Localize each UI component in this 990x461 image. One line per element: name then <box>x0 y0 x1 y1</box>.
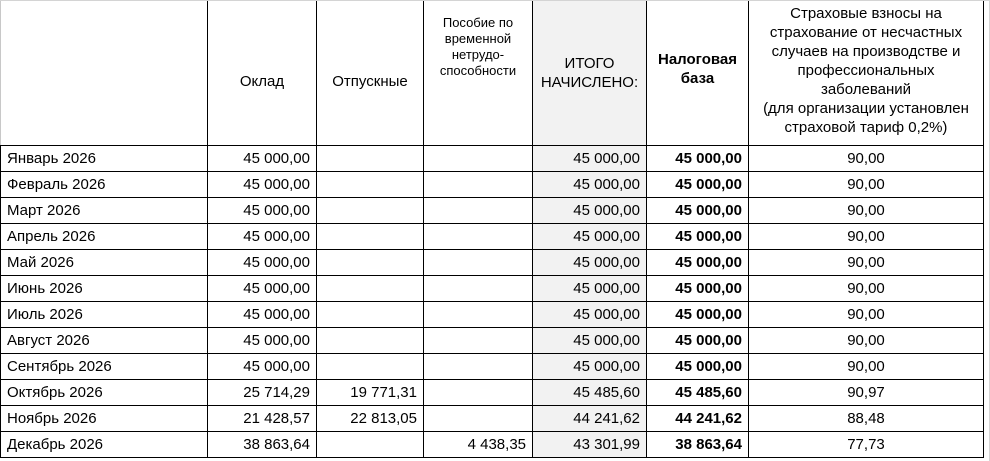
cell-sick-leave[interactable] <box>424 172 533 198</box>
cell-tax-base[interactable]: 45 000,00 <box>647 250 749 276</box>
cell-total[interactable]: 45 000,00 <box>533 302 647 328</box>
cell-tax-base[interactable]: 45 000,00 <box>647 302 749 328</box>
cell-insurance[interactable]: 90,00 <box>749 328 984 354</box>
cell-sick-leave[interactable] <box>424 406 533 432</box>
header-sick-leave[interactable]: Пособие по временной нетрудо-способности <box>424 1 533 146</box>
cell-insurance[interactable]: 77,73 <box>749 432 984 458</box>
cell-vacation[interactable] <box>317 146 424 172</box>
cell-salary[interactable]: 45 000,00 <box>208 146 317 172</box>
header-insurance[interactable] <box>749 1 984 146</box>
cell-sick-leave[interactable] <box>424 276 533 302</box>
cell-vacation[interactable] <box>317 198 424 224</box>
table-row <box>1 198 984 224</box>
cell-month[interactable]: Декабрь 2026 <box>1 432 208 458</box>
cell-insurance[interactable]: 90,00 <box>749 172 984 198</box>
cell-tax-base[interactable]: 45 000,00 <box>647 354 749 380</box>
cell-vacation[interactable]: 22 813,05 <box>317 406 424 432</box>
cell-salary[interactable]: 45 000,00 <box>208 224 317 250</box>
table-row <box>1 302 984 328</box>
header-tax-base[interactable]: Налоговая база <box>647 1 749 146</box>
cell-vacation[interactable] <box>317 224 424 250</box>
header-insurance-note: (для организации установлен страховой тариф 0,2%) <box>763 100 969 136</box>
cell-insurance[interactable]: 90,00 <box>749 250 984 276</box>
cell-insurance[interactable]: 90,00 <box>749 302 984 328</box>
table-row <box>1 250 984 276</box>
header-salary[interactable]: Оклад <box>208 1 317 146</box>
cell-vacation[interactable]: 19 771,31 <box>317 380 424 406</box>
cell-total[interactable]: 45 000,00 <box>533 146 647 172</box>
cell-sick-leave[interactable] <box>424 224 533 250</box>
cell-sick-leave[interactable] <box>424 380 533 406</box>
cell-vacation[interactable] <box>317 172 424 198</box>
cell-salary[interactable]: 45 000,00 <box>208 250 317 276</box>
cell-insurance[interactable]: 90,97 <box>749 380 984 406</box>
cell-vacation[interactable] <box>317 250 424 276</box>
cell-month[interactable]: Май 2026 <box>1 250 208 276</box>
cell-month[interactable]: Октябрь 2026 <box>1 380 208 406</box>
cell-salary[interactable]: 38 863,64 <box>208 432 317 458</box>
table-row <box>1 380 984 406</box>
cell-total[interactable]: 45 000,00 <box>533 354 647 380</box>
cell-month[interactable]: Ноябрь 2026 <box>1 406 208 432</box>
table-row <box>1 432 984 458</box>
cell-sick-leave[interactable] <box>424 354 533 380</box>
cell-month[interactable]: Июнь 2026 <box>1 276 208 302</box>
cell-vacation[interactable] <box>317 276 424 302</box>
cell-tax-base[interactable]: 45 000,00 <box>647 328 749 354</box>
cell-month[interactable]: Июль 2026 <box>1 302 208 328</box>
cell-insurance[interactable]: 90,00 <box>749 198 984 224</box>
header-insurance-title: Страховые взносы на страхование от несчастных случаев на производстве и профессиональных заболеваний <box>769 5 963 98</box>
cell-insurance[interactable]: 88,48 <box>749 406 984 432</box>
table-row <box>1 328 984 354</box>
table-row <box>1 146 984 172</box>
cell-tax-base[interactable]: 45 485,60 <box>647 380 749 406</box>
cell-total[interactable]: 45 000,00 <box>533 328 647 354</box>
cell-tax-base[interactable]: 44 241,62 <box>647 406 749 432</box>
cell-tax-base[interactable]: 45 000,00 <box>647 146 749 172</box>
cell-total[interactable]: 45 000,00 <box>533 276 647 302</box>
cell-insurance[interactable]: 90,00 <box>749 276 984 302</box>
cell-salary[interactable]: 45 000,00 <box>208 354 317 380</box>
cell-vacation[interactable] <box>317 432 424 458</box>
table-row <box>1 276 984 302</box>
cell-insurance[interactable]: 90,00 <box>749 354 984 380</box>
cell-month[interactable]: Март 2026 <box>1 198 208 224</box>
cell-salary[interactable]: 45 000,00 <box>208 302 317 328</box>
cell-total[interactable]: 45 000,00 <box>533 250 647 276</box>
cell-vacation[interactable] <box>317 354 424 380</box>
cell-salary[interactable]: 45 000,00 <box>208 172 317 198</box>
table-row <box>1 172 984 198</box>
table-body <box>1 146 984 458</box>
cell-month[interactable]: Февраль 2026 <box>1 172 208 198</box>
table-row <box>1 406 984 432</box>
table-row <box>1 224 984 250</box>
cell-tax-base[interactable]: 45 000,00 <box>647 198 749 224</box>
cell-salary[interactable]: 45 000,00 <box>208 198 317 224</box>
cell-sick-leave[interactable] <box>424 250 533 276</box>
sheet-gridline-top <box>0 0 990 1</box>
header-row <box>1 1 984 146</box>
cell-insurance[interactable]: 90,00 <box>749 146 984 172</box>
header-vacation[interactable]: Отпускные <box>317 1 424 146</box>
cell-sick-leave[interactable] <box>424 146 533 172</box>
cell-sick-leave[interactable] <box>424 198 533 224</box>
cell-total[interactable]: 44 241,62 <box>533 406 647 432</box>
cell-total[interactable]: 45 485,60 <box>533 380 647 406</box>
cell-insurance[interactable]: 90,00 <box>749 224 984 250</box>
cell-salary[interactable]: 21 428,57 <box>208 406 317 432</box>
header-month[interactable] <box>1 1 208 146</box>
cell-sick-leave[interactable] <box>424 328 533 354</box>
table-row <box>1 354 984 380</box>
cell-salary[interactable]: 45 000,00 <box>208 328 317 354</box>
cell-sick-leave[interactable]: 4 438,35 <box>424 432 533 458</box>
cell-total[interactable]: 45 000,00 <box>533 172 647 198</box>
cell-tax-base[interactable]: 38 863,64 <box>647 432 749 458</box>
cell-tax-base[interactable]: 45 000,00 <box>647 172 749 198</box>
cell-salary[interactable]: 45 000,00 <box>208 276 317 302</box>
cell-salary[interactable]: 25 714,29 <box>208 380 317 406</box>
cell-vacation[interactable] <box>317 328 424 354</box>
cell-tax-base[interactable]: 45 000,00 <box>647 224 749 250</box>
cell-total[interactable]: 45 000,00 <box>533 198 647 224</box>
cell-month[interactable]: Август 2026 <box>1 328 208 354</box>
header-total[interactable]: ИТОГО НАЧИСЛЕНО: <box>533 1 647 146</box>
cell-month[interactable]: Сентябрь 2026 <box>1 354 208 380</box>
cell-tax-base[interactable]: 45 000,00 <box>647 276 749 302</box>
cell-total[interactable]: 43 301,99 <box>533 432 647 458</box>
cell-total[interactable]: 45 000,00 <box>533 224 647 250</box>
cell-month[interactable]: Январь 2026 <box>1 146 208 172</box>
cell-vacation[interactable] <box>317 302 424 328</box>
cell-sick-leave[interactable] <box>424 302 533 328</box>
cell-month[interactable]: Апрель 2026 <box>1 224 208 250</box>
